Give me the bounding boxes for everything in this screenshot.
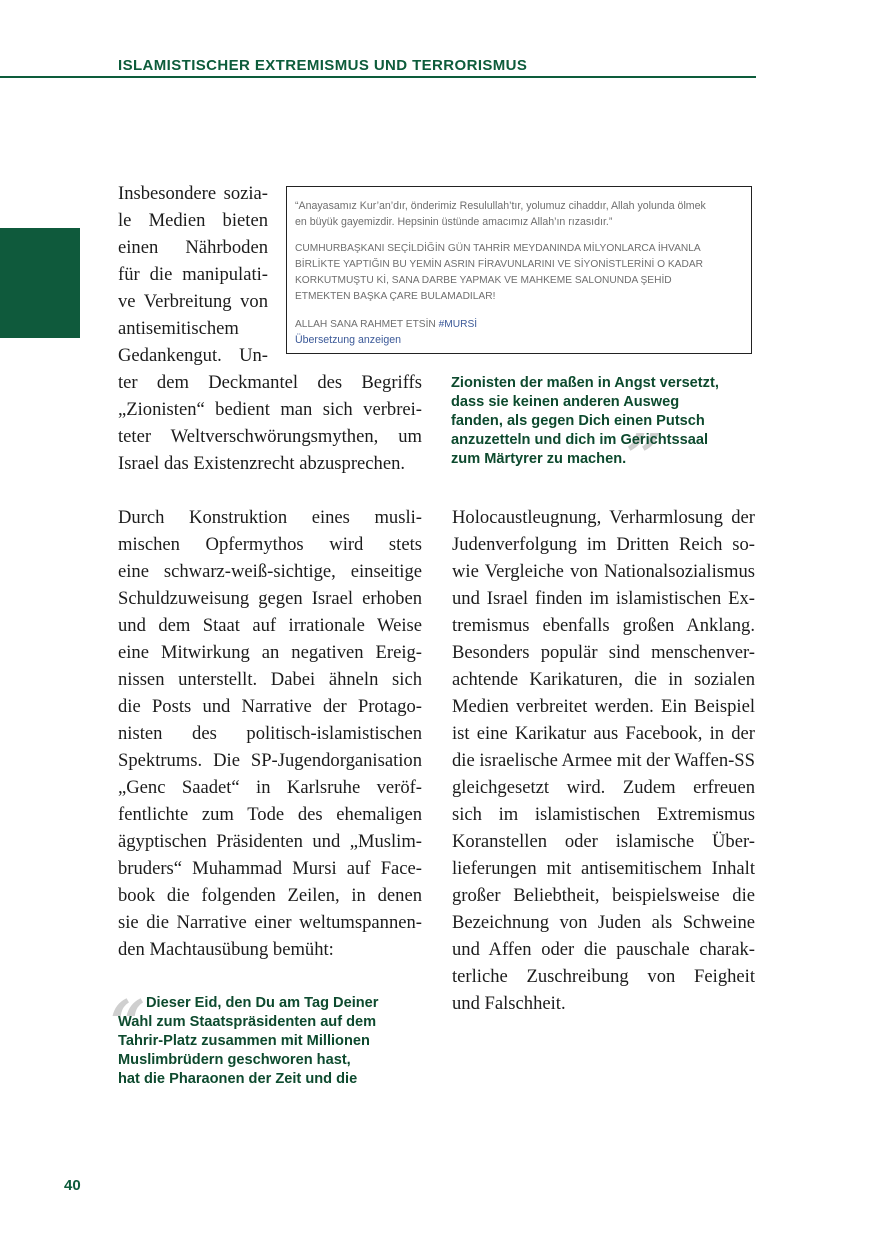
body-column-right [452,504,755,1017]
text-line: Durch Konstruktion eines musli- [118,507,422,528]
closing-quote-mark: ” [626,420,662,493]
pull-quote-left [118,994,418,1089]
text-line: Besonders populär sind menschenver- [452,642,755,663]
text-line: le Medien bieten [118,210,268,231]
quote-line: anzuzetteln und dich im Gerichtssaal [451,432,709,448]
text-line: mischen Opfermythos wird stets [118,534,422,555]
post-caps-line: CUMHURBAŞKANI SEÇİLDİĞİN GÜN TAHRİR MEYDANINDA MİLYONLARCA İHVANLA [295,243,701,254]
post-closing-text: ALLAH SANA RAHMET ETSİN [295,319,439,330]
quote-line: Zionisten der maßen in Angst versetzt, [451,375,719,391]
post-quote-line: en büyük gayemizdir. Hepsinin üstünde amacımız Allah’ın rızasıdır.” [295,216,613,228]
text-line: ägyptischen Präsidenten und „Muslim- [118,831,422,852]
text-line: sich im islamistischen Extremismus [452,804,755,825]
text-line: die israelische Armee mit der Waffen-SS [452,750,755,771]
pull-quote-right [451,374,761,469]
text-line: nisten des politisch-islamistischen [118,723,422,744]
text-line: gleichgesetzt wird. Zudem erfreuen [452,777,755,798]
text-line: lieferungen mit antisemitischem Inhalt [452,858,755,879]
opening-quote-mark: “ [110,986,146,1059]
text-line: und Israel finden im islamistischen Ex- [452,588,755,609]
text-line: ve Verbreitung von [118,291,268,312]
text-line: tremismus ebenfalls großen Anklang. [452,615,755,636]
text-line: eine schwarz-weiß-sichtige, einseitige [118,561,422,582]
intro-paragraph-narrow [118,180,268,369]
quote-line: Tahrir-Platz zusammen mit Millionen [118,1033,370,1049]
text-line: einen Nährboden [118,237,268,258]
text-line: Koranstellen oder islamische Über- [452,831,755,852]
quote-line: Wahl zum Staatspräsidenten auf dem [118,1014,377,1030]
text-line: Schuldzuweisung gegen Israel erhoben [118,588,422,609]
quote-line: Dieser Eid, den Du am Tag Deiner [146,995,379,1011]
text-line: wie Vergleiche von Nationalsozialismus [452,561,755,582]
post-hashtag-link[interactable]: #MURSİ [438,319,478,330]
body-column-left [118,504,422,963]
text-line: Bezeichnung von Juden als Schweine [452,912,755,933]
post-closing-line [295,317,477,333]
facebook-post-screenshot [286,186,752,354]
text-line: nissen unterstellt. Dabei ähneln sich [118,669,422,690]
text-line: Medien verbreitet werden. Ein Beispiel [452,696,755,717]
text-line: und Affen oder die pauschale charak- [452,939,755,960]
text-line: eine Mitwirkung an negativen Ereig- [118,642,422,663]
text-line: großer Beliebtheit, beispielsweise die [452,885,755,906]
text-line: achtende Karikaturen, die in sozialen [452,669,755,690]
text-line: antisemitischem [118,318,239,339]
post-caps-line: ETMEKTEN BAŞKA ÇARE BULAMADILAR! [295,291,496,302]
quote-line: fanden, als gegen Dich einen Putsch [451,413,705,429]
quote-line: Muslimbrüdern geschworen hast, [118,1052,351,1068]
text-line: fentlichte zum Tode des ehemaligen [118,804,422,825]
text-line: „Genc Saadet“ in Karlsruhe veröf- [118,777,422,798]
header-divider [0,76,756,78]
text-line: den Machtausübung bemüht: [118,939,334,960]
running-header: ISLAMISTISCHER EXTREMISMUS UND TERRORISMUS [118,57,528,74]
intro-paragraph-continued [118,369,422,477]
text-line: teter Weltverschwörungsmythen, um [118,426,422,447]
post-caps-line: KORKUTMUŞTU Kİ, SANA DARBE YAPMAK VE MAHKEME SALONUNDA ŞEHİD [295,275,672,286]
text-line: Israel das Existenzrecht abzusprechen. [118,453,406,474]
text-line: terliche Zuschreibung von Feigheit [452,966,755,987]
quote-line: zum Märtyrer zu machen. [451,451,627,467]
text-line: „Zionisten“ bedient man sich verbrei- [118,399,422,420]
text-line: Spektrums. Die SP-Jugendorganisation [118,750,422,771]
text-line: die Posts und Narrative der Protago- [118,696,422,717]
text-line: sie die Narrative einer weltumspannen- [118,912,422,933]
text-line: Gedankengut. Un- [118,345,268,366]
post-caps-line: BİRLİKTE YAPTIĞIN BU YEMİN ASRIN FİRAVUNLARINI VE SİYONİSTLERİNİ O KADAR [295,259,703,270]
text-line: und dem Staat auf irrationale Weise [118,615,422,636]
text-line: Insbesondere sozia- [118,183,268,204]
text-line: ist eine Karikatur aus Facebook, in der [452,723,755,744]
text-line: und Falschheit. [452,993,566,1014]
text-line: Holocaustleugnung, Verharmlosung der [452,507,755,528]
text-line: bruders“ Muhammad Mursi auf Face- [118,858,422,879]
text-line: book die folgenden Zeilen, in denen [118,885,422,906]
text-line: ter dem Deckmantel des Begriffs [118,372,422,393]
text-line: Judenverfolgung im Dritten Reich so- [452,534,755,555]
post-quote-line: “Anayasamız Kur’an’dır, önderimiz Resulullah’tır, yolumuz cihaddır, Allah yolunda ölmek [295,200,706,212]
quote-line: hat die Pharaonen der Zeit und die [118,1071,358,1087]
translate-link[interactable]: Übersetzung anzeigen [295,334,402,346]
chapter-side-tab [0,228,80,338]
page-number: 40 [64,1177,81,1194]
quote-line: dass sie keinen anderen Ausweg [451,394,680,410]
text-line: für die manipulati- [118,264,268,285]
